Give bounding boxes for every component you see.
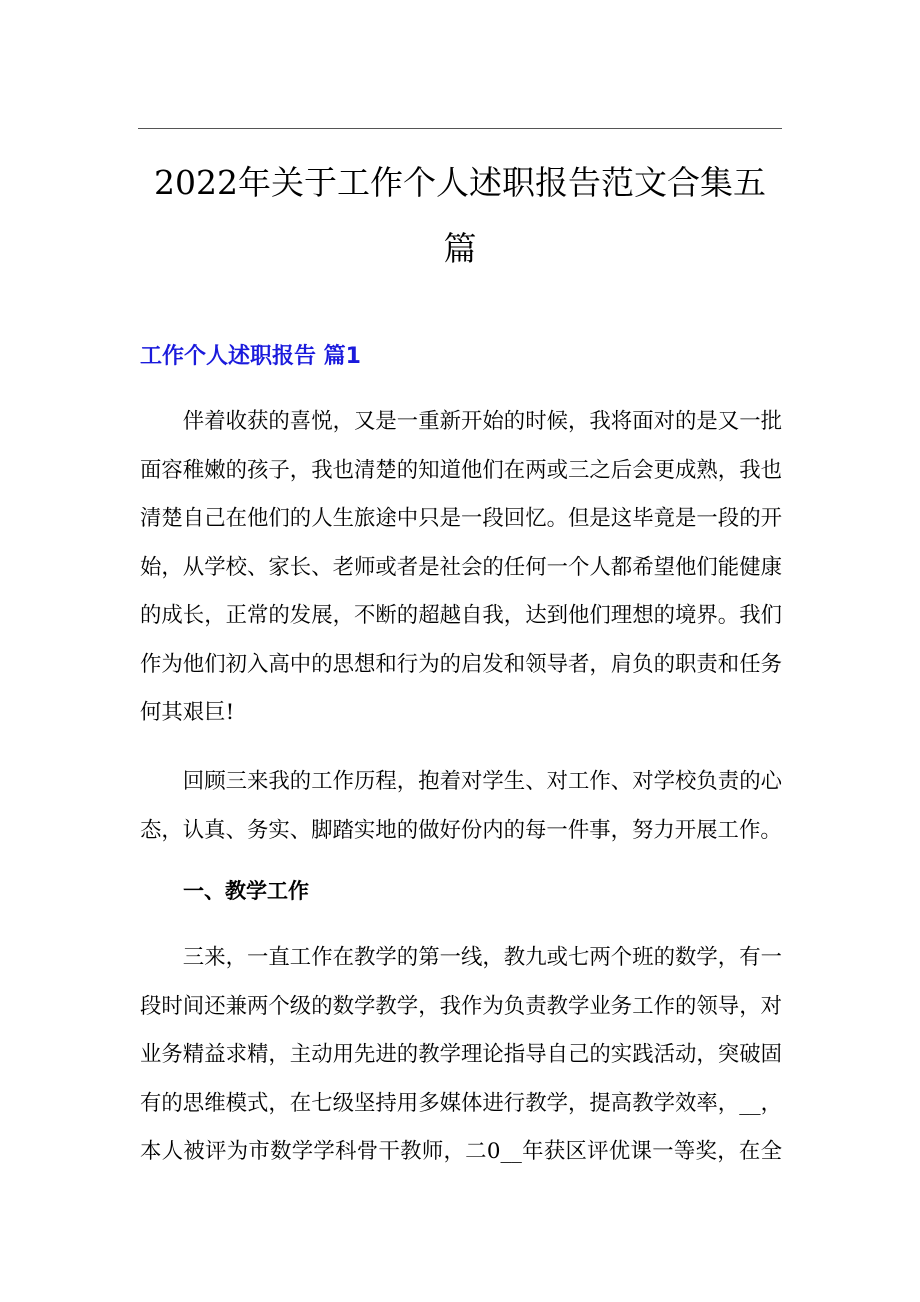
paragraph-line: 作为他们初入高中的思想和行为的启发和领导者，肩负的职责和任务 (140, 651, 782, 677)
paragraph-line: 面容稚嫩的孩子，我也清楚的知道他们在两或三之后会更成熟，我也 (140, 457, 782, 483)
paragraph-line: 段时间还兼两个级的数学教学，我作为负责教学业务工作的领导，对 (140, 993, 782, 1019)
paragraph-line: 三来，一直工作在教学的第一线，教九或七两个班的数学，有一 (182, 945, 782, 970)
document-title (138, 150, 782, 282)
paragraph-line: 伴着收获的喜悦，又是一重新开始的时候，我将面对的是又一批 (182, 409, 782, 434)
sub-heading-teaching: 一、教学工作 (183, 879, 309, 903)
document-title-line-2: 篇 (443, 229, 477, 268)
body-section-intro (140, 398, 782, 738)
body-section-teaching (140, 934, 782, 1177)
paragraph-line: 有的思维模式，在七级坚持用多媒体进行教学，提高教学效率，__， (140, 1090, 782, 1116)
paragraph-1 (140, 398, 782, 738)
document-title-line-1: 2022年关于工作个人述职报告范文合集五 (154, 163, 766, 202)
paragraph-line: 业务精益求精，主动用先进的教学理论指导自己的实践活动，突破固 (140, 1042, 782, 1067)
paragraph-line: 清楚自己在他们的人生旅途中只是一段回忆。但是这毕竟是一段的开 (140, 506, 782, 531)
paragraph-line: 始，从学校、家长、老师或者是社会的任何一个人都希望他们能健康 (140, 554, 782, 580)
body-section-review (140, 758, 782, 855)
paragraph-line: 本人被评为市数学学科骨干教师，二0__年获区评优课一等奖，在全 (140, 1139, 782, 1164)
header-rule (138, 128, 782, 129)
paragraph-2 (140, 758, 782, 855)
paragraph-3 (140, 934, 782, 1177)
paragraph-line: 的成长，正常的发展，不断的超越自我，达到他们理想的境界。我们 (140, 603, 782, 628)
paragraph-line: 何其艰巨! (140, 700, 235, 725)
paragraph-line: 态，认真、务实、脚踏实地的做好份内的每一件事，努力开展工作。 (140, 817, 782, 843)
section-heading: 工作个人述职报告 篇1 (140, 344, 361, 369)
paragraph-line: 回顾三来我的工作历程，抱着对学生、对工作、对学校负责的心 (182, 769, 782, 794)
